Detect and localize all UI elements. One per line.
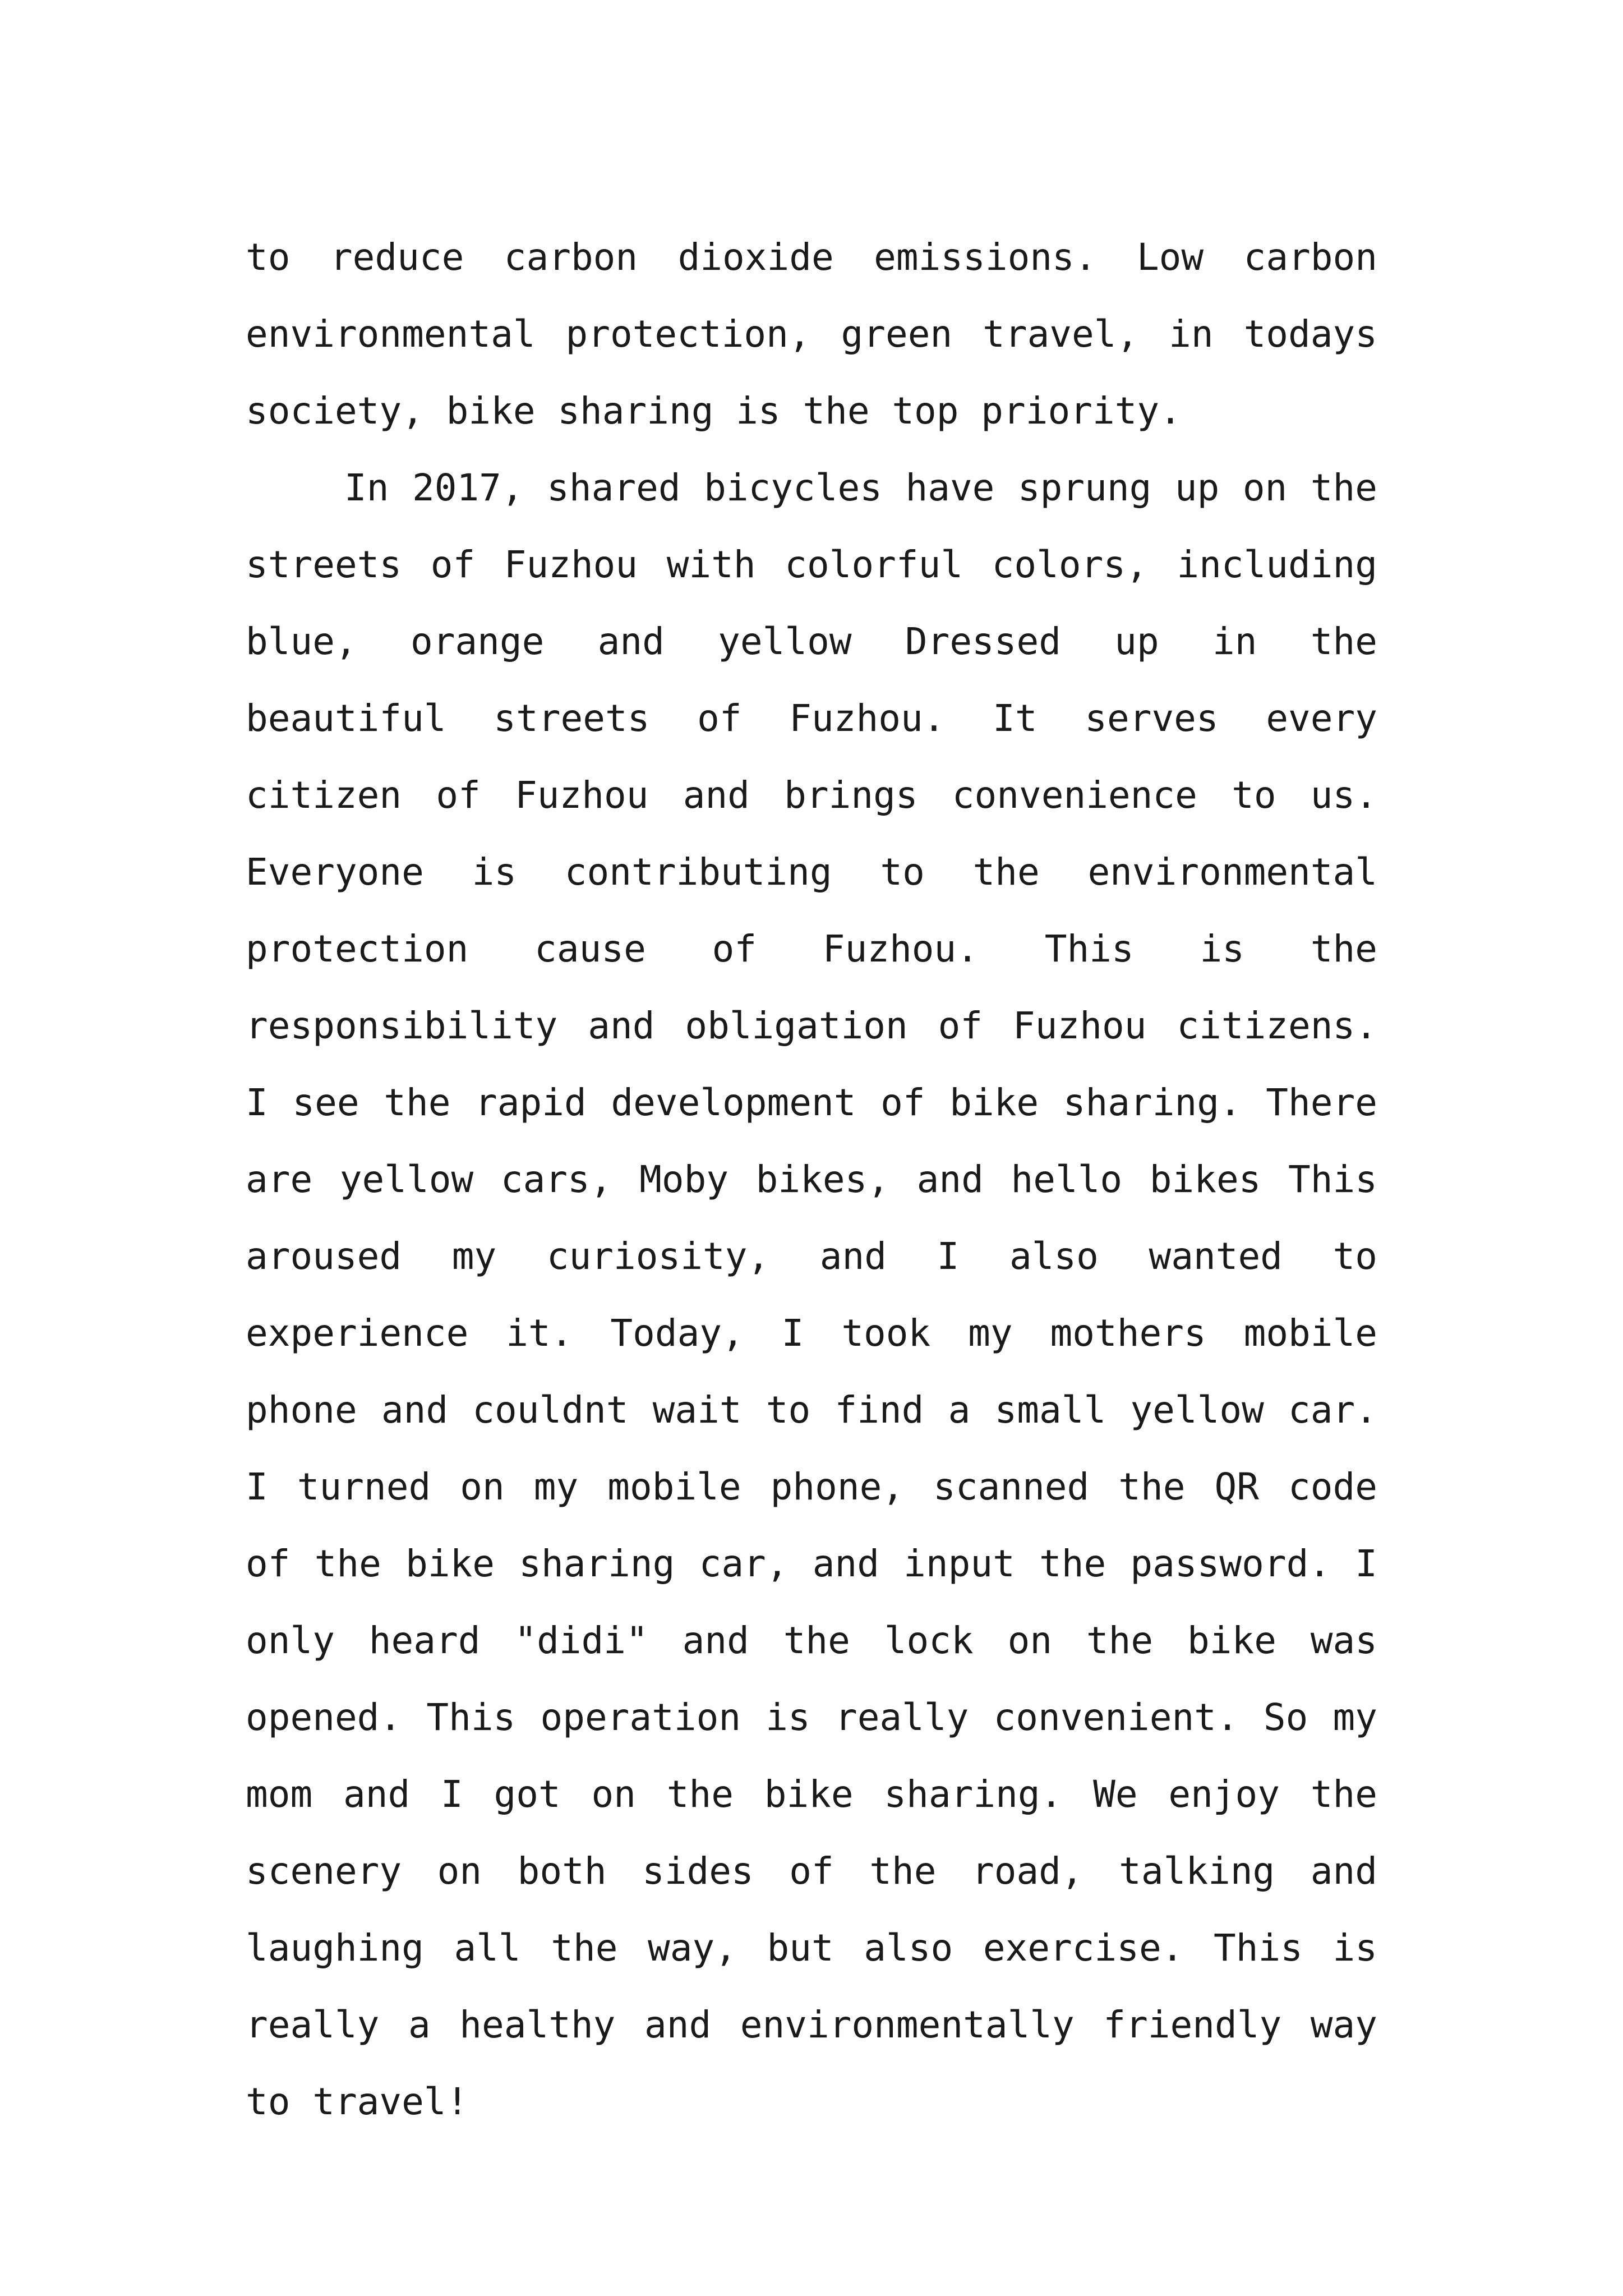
paragraph-continuation: to reduce carbon dioxide emissions. Low carbon environmental protection, green travel, in todays society, bike sharing is the top priority. (246, 236, 1377, 432)
body-text (246, 219, 1377, 2140)
paragraph-bike-sharing-fuzhou: In 2017, shared bicycles have sprung up on the streets of Fuzhou with colorful colors, including blue, orange and yellow Dressed up in the beautiful streets of Fuzhou. It serves every citizen of Fuzhou and brings convenience to us. Everyone is contributing to the environmental protection cause of Fuzhou. This is the responsibility and obligation of Fuzhou citizens. I see the rapid development of bike sharing. There are yellow cars, Moby bikes, and hello bikes This aroused my curiosity, and I also wanted to experience it. Today, I took my mothers mobile phone and couldnt wait to find a small yellow car. I turned on my mobile phone, scanned the QR code of the bike sharing car, and input the password. I only heard "didi" and the lock on the bike was opened. This operation is really convenient. So my mom and I got on the bike sharing. We enjoy the scenery on both sides of the road, talking and laughing all the way, but also exercise. This is really a healthy and environmentally friendly way to travel! (246, 466, 1377, 2123)
